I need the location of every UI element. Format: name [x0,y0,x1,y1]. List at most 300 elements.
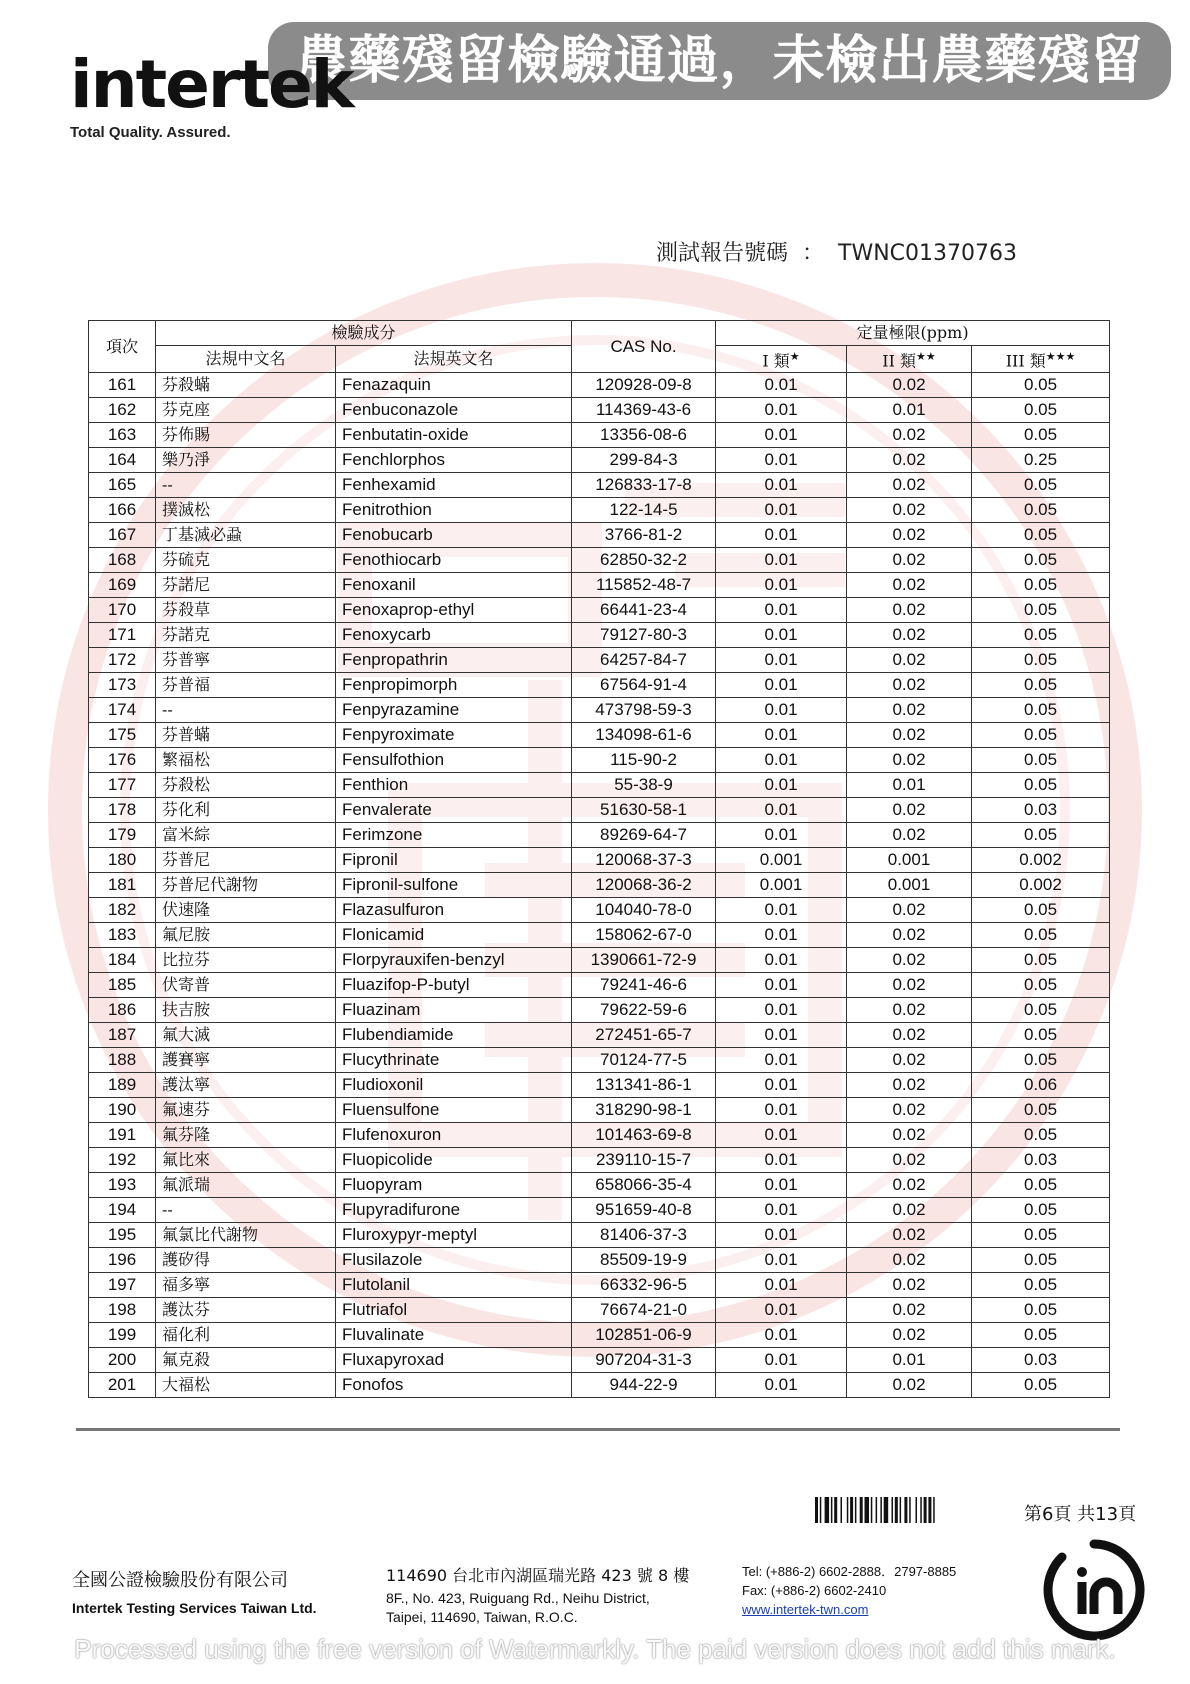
table-row [89,823,1110,848]
name-en: Fluopicolide [336,1148,572,1173]
item-number: 189 [89,1073,156,1098]
table-row [89,848,1110,873]
company-name-zh: 全國公證檢驗股份有限公司 [72,1570,288,1591]
name-en: Fenchlorphos [336,448,572,473]
name-zh: 扶吉胺 [156,998,336,1023]
table-row [89,1198,1110,1223]
name-zh: 富米綜 [156,823,336,848]
item-number: 192 [89,1148,156,1173]
name-zh: 芬克座 [156,398,336,423]
name-zh: 樂乃淨 [156,448,336,473]
limit-class-3: 0.05 [972,623,1110,648]
limit-class-2: 0.001 [847,848,972,873]
cas-number: 3766-81-2 [572,523,716,548]
name-en: Fluxapyroxad [336,1348,572,1373]
name-zh: 氟尼胺 [156,923,336,948]
limit-class-3: 0.05 [972,1198,1110,1223]
name-en: Fluroxypyr-meptyl [336,1223,572,1248]
cas-number: 66441-23-4 [572,598,716,623]
limit-class-1: 0.01 [716,1323,847,1348]
table-row [89,898,1110,923]
residue-table [88,320,1110,1398]
header-class-1-mark: ★ [789,350,800,363]
name-zh: 芬普福 [156,673,336,698]
limit-class-3: 0.05 [972,923,1110,948]
table-row [89,573,1110,598]
table-row [89,1373,1110,1398]
item-number: 161 [89,373,156,398]
name-zh: 芬普蟎 [156,723,336,748]
limit-class-3: 0.05 [972,1298,1110,1323]
name-zh: 繁福松 [156,748,336,773]
cas-number: 114369-43-6 [572,398,716,423]
limit-class-3: 0.05 [972,573,1110,598]
name-en: Flucythrinate [336,1048,572,1073]
report-number [656,236,1017,267]
item-number: 168 [89,548,156,573]
limit-class-3: 0.03 [972,1348,1110,1373]
name-zh: 氟大滅 [156,1023,336,1048]
name-en: Fenhexamid [336,473,572,498]
limit-class-3: 0.05 [972,698,1110,723]
limit-class-2: 0.02 [847,1373,972,1398]
limit-class-1: 0.01 [716,623,847,648]
header-class-3 [972,346,1110,373]
limit-class-2: 0.02 [847,573,972,598]
item-number: 193 [89,1173,156,1198]
item-number: 182 [89,898,156,923]
header-class-1 [716,346,847,373]
item-number: 191 [89,1123,156,1148]
limit-class-1: 0.01 [716,423,847,448]
limit-class-2: 0.02 [847,698,972,723]
table-row [89,1173,1110,1198]
name-en: Fluazifop-P-butyl [336,973,572,998]
limit-class-2: 0.02 [847,1273,972,1298]
limit-class-3: 0.05 [972,823,1110,848]
cas-number: 131341-86-1 [572,1073,716,1098]
table-row [89,923,1110,948]
cas-number: 79241-46-6 [572,973,716,998]
limit-class-2: 0.02 [847,623,972,648]
limit-class-2: 0.02 [847,898,972,923]
limit-class-1: 0.01 [716,1273,847,1298]
table-row [89,1098,1110,1123]
limit-class-3: 0.05 [972,1048,1110,1073]
item-number: 180 [89,848,156,873]
limit-class-1: 0.01 [716,373,847,398]
footer-divider [76,1428,1120,1431]
limit-class-2: 0.02 [847,748,972,773]
limit-class-3: 0.05 [972,1223,1110,1248]
limit-class-2: 0.02 [847,798,972,823]
limit-class-2: 0.02 [847,973,972,998]
cas-number: 1390661-72-9 [572,948,716,973]
header-class-3-mark: ★★★ [1045,350,1076,363]
cas-number: 134098-61-6 [572,723,716,748]
item-number: 163 [89,423,156,448]
table-row [89,1248,1110,1273]
limit-class-1: 0.001 [716,873,847,898]
limit-class-3: 0.05 [972,1323,1110,1348]
limit-class-1: 0.01 [716,698,847,723]
intertek-logo [70,46,353,141]
cas-number: 79127-80-3 [572,623,716,648]
name-zh: 護汰芬 [156,1298,336,1323]
limit-class-3: 0.05 [972,473,1110,498]
name-en: Flutolanil [336,1273,572,1298]
limit-class-2: 0.02 [847,1148,972,1173]
cas-number: 101463-69-8 [572,1123,716,1148]
limit-class-3: 0.05 [972,373,1110,398]
limit-class-1: 0.01 [716,473,847,498]
item-number: 169 [89,573,156,598]
limit-class-2: 0.02 [847,1073,972,1098]
limit-class-1: 0.001 [716,848,847,873]
cas-number: 13356-08-6 [572,423,716,448]
item-number: 184 [89,948,156,973]
item-number: 165 [89,473,156,498]
limit-class-3: 0.05 [972,598,1110,623]
logo-wordmark: intertek [70,46,353,123]
name-en: Flubendiamide [336,1023,572,1048]
limit-class-3: 0.05 [972,973,1110,998]
item-number: 176 [89,748,156,773]
name-zh: 福多寧 [156,1273,336,1298]
table-row [89,473,1110,498]
limit-class-3: 0.05 [972,948,1110,973]
limit-class-1: 0.01 [716,898,847,923]
limit-class-1: 0.01 [716,1298,847,1323]
item-number: 195 [89,1223,156,1248]
header-component: 檢驗成分 [156,321,572,346]
table-row [89,398,1110,423]
limit-class-2: 0.02 [847,1123,972,1148]
table-row [89,648,1110,673]
name-zh: 福化利 [156,1323,336,1348]
limit-class-2: 0.01 [847,773,972,798]
limit-class-2: 0.02 [847,423,972,448]
table-row [89,1073,1110,1098]
name-en: Fipronil [336,848,572,873]
website-link[interactable]: www.intertek-twn.com [742,1602,869,1617]
limit-class-2: 0.02 [847,1323,972,1348]
limit-class-3: 0.05 [972,723,1110,748]
header-class-2 [847,346,972,373]
table-row [89,598,1110,623]
table-row [89,773,1110,798]
table-row [89,548,1110,573]
report-number-separator: ： [802,241,825,266]
address-en-line-1: 8F., No. 423, Ruiguang Rd., Neihu District, [386,1590,650,1606]
limit-class-1: 0.01 [716,573,847,598]
limit-class-1: 0.01 [716,1198,847,1223]
name-en: Fenbutatin-oxide [336,423,572,448]
limit-class-3: 0.05 [972,423,1110,448]
item-number: 178 [89,798,156,823]
cas-number: 81406-37-3 [572,1223,716,1248]
table-row [89,748,1110,773]
name-zh: 護汰寧 [156,1073,336,1098]
limit-class-3: 0.05 [972,1273,1110,1298]
item-number: 187 [89,1023,156,1048]
cas-number: 318290-98-1 [572,1098,716,1123]
limit-class-3: 0.05 [972,1023,1110,1048]
name-en: Flupyradifurone [336,1198,572,1223]
limit-class-3: 0.05 [972,748,1110,773]
table-row [89,798,1110,823]
cas-number: 658066-35-4 [572,1173,716,1198]
table-row [89,448,1110,473]
footer-company [72,1566,317,1616]
footer-contact [742,1562,956,1619]
name-zh: 氟芬隆 [156,1123,336,1148]
item-number: 164 [89,448,156,473]
limit-class-1: 0.01 [716,748,847,773]
header-en-name: 法規英文名 [336,346,572,373]
limit-class-3: 0.05 [972,1373,1110,1398]
limit-class-3: 0.05 [972,523,1110,548]
cas-number: 62850-32-2 [572,548,716,573]
report-number-value: TWNC01370763 [838,241,1018,266]
cas-number: 299-84-3 [572,448,716,473]
limit-class-1: 0.01 [716,1223,847,1248]
limit-class-1: 0.01 [716,523,847,548]
name-en: Fenoxycarb [336,623,572,648]
limit-class-1: 0.01 [716,548,847,573]
cas-number: 473798-59-3 [572,698,716,723]
name-zh: -- [156,473,336,498]
name-zh: 芬佈賜 [156,423,336,448]
cas-number: 67564-91-4 [572,673,716,698]
item-number: 183 [89,923,156,948]
header-class-1-label: I 類 [762,351,790,371]
name-en: Fenthion [336,773,572,798]
limit-class-1: 0.01 [716,1098,847,1123]
limit-class-2: 0.02 [847,1098,972,1123]
limit-class-1: 0.01 [716,1048,847,1073]
cas-number: 89269-64-7 [572,823,716,848]
header-item: 項次 [89,321,156,373]
limit-class-2: 0.02 [847,598,972,623]
limit-class-3: 0.05 [972,998,1110,1023]
limit-class-3: 0.05 [972,648,1110,673]
name-zh: -- [156,1198,336,1223]
limit-class-1: 0.01 [716,948,847,973]
contact-tel: Tel: (+886-2) 6602-2888．2797-8885 [742,1564,957,1579]
table-row [89,873,1110,898]
cas-number: 51630-58-1 [572,798,716,823]
item-number: 199 [89,1323,156,1348]
item-number: 177 [89,773,156,798]
limit-class-3: 0.05 [972,898,1110,923]
cas-number: 102851-06-9 [572,1323,716,1348]
limit-class-1: 0.01 [716,973,847,998]
table-row [89,948,1110,973]
limit-class-1: 0.01 [716,1173,847,1198]
cas-number: 239110-15-7 [572,1148,716,1173]
table-row [89,723,1110,748]
name-en: Ferimzone [336,823,572,848]
item-number: 171 [89,623,156,648]
name-zh: 氟速芬 [156,1098,336,1123]
name-zh: 芬殺草 [156,598,336,623]
limit-class-2: 0.02 [847,723,972,748]
limit-class-3: 0.05 [972,1123,1110,1148]
limit-class-2: 0.02 [847,448,972,473]
limit-class-1: 0.01 [716,1248,847,1273]
item-number: 190 [89,1098,156,1123]
limit-class-2: 0.01 [847,1348,972,1373]
header-class-3-label: III 類 [1005,351,1046,371]
item-number: 175 [89,723,156,748]
item-number: 185 [89,973,156,998]
watermark-notice: Processed using the free version of Watermarkly. The paid version does not add this mark. [74,1634,1116,1664]
company-name-en: Intertek Testing Services Taiwan Ltd. [72,1600,317,1616]
name-zh: 比拉芬 [156,948,336,973]
name-en: Fenvalerate [336,798,572,823]
item-number: 201 [89,1373,156,1398]
name-zh: 芬普尼代謝物 [156,873,336,898]
result-banner: 農藥殘留檢驗通過，未檢出農藥殘留 [268,22,1171,100]
table-row [89,1223,1110,1248]
cas-number: 104040-78-0 [572,898,716,923]
name-en: Fenpropathrin [336,648,572,673]
cas-number: 76674-21-0 [572,1298,716,1323]
name-zh: 氟比來 [156,1148,336,1173]
cas-number: 120928-09-8 [572,373,716,398]
name-zh: 氟克殺 [156,1348,336,1373]
limit-class-1: 0.01 [716,448,847,473]
name-en: Fenpropimorph [336,673,572,698]
address-en-line-2: Taipei, 114690, Taiwan, R.O.C. [386,1609,578,1625]
limit-class-1: 0.01 [716,723,847,748]
name-zh: 大福松 [156,1373,336,1398]
limit-class-2: 0.02 [847,373,972,398]
limit-class-1: 0.01 [716,398,847,423]
limit-class-1: 0.01 [716,798,847,823]
limit-class-2: 0.02 [847,1048,972,1073]
limit-class-3: 0.05 [972,673,1110,698]
page-indicator: 第6頁 共13頁 [1024,1504,1137,1525]
table-row [89,673,1110,698]
limit-class-2: 0.02 [847,1223,972,1248]
name-en: Fluensulfone [336,1098,572,1123]
limit-class-2: 0.02 [847,673,972,698]
table-row [89,523,1110,548]
name-zh: 芬普寧 [156,648,336,673]
name-zh: 氟派瑞 [156,1173,336,1198]
item-number: 167 [89,523,156,548]
cas-number: 122-14-5 [572,498,716,523]
header-zh-name: 法規中文名 [156,346,336,373]
limit-class-1: 0.01 [716,823,847,848]
limit-class-2: 0.02 [847,473,972,498]
limit-class-3: 0.03 [972,798,1110,823]
limit-class-2: 0.02 [847,1023,972,1048]
table-row [89,373,1110,398]
name-en: Flazasulfuron [336,898,572,923]
limit-class-2: 0.02 [847,1198,972,1223]
table-row [89,1323,1110,1348]
name-zh: 氟氯比代謝物 [156,1223,336,1248]
cas-number: 79622-59-6 [572,998,716,1023]
limit-class-3: 0.05 [972,398,1110,423]
limit-class-1: 0.01 [716,923,847,948]
cas-number: 66332-96-5 [572,1273,716,1298]
limit-class-3: 0.25 [972,448,1110,473]
intertek-circle-logo-icon [1042,1538,1146,1642]
name-zh: 護矽得 [156,1248,336,1273]
cas-number: 120068-37-3 [572,848,716,873]
item-number: 181 [89,873,156,898]
name-zh: 丁基滅必蝨 [156,523,336,548]
limit-class-3: 0.05 [972,1248,1110,1273]
name-en: Fenitrothion [336,498,572,523]
limit-class-2: 0.02 [847,1248,972,1273]
name-zh: 伏寄普 [156,973,336,998]
contact-fax: Fax: (+886-2) 6602-2410 [742,1583,887,1598]
item-number: 194 [89,1198,156,1223]
name-en: Fenpyroximate [336,723,572,748]
limit-class-2: 0.01 [847,398,972,423]
limit-class-1: 0.01 [716,1023,847,1048]
table-row [89,623,1110,648]
item-number: 166 [89,498,156,523]
table-row [89,1048,1110,1073]
cas-number: 272451-65-7 [572,1023,716,1048]
item-number: 173 [89,673,156,698]
limit-class-2: 0.02 [847,823,972,848]
item-number: 200 [89,1348,156,1373]
limit-class-2: 0.02 [847,1298,972,1323]
limit-class-3: 0.05 [972,548,1110,573]
limit-class-2: 0.02 [847,498,972,523]
limit-class-2: 0.02 [847,948,972,973]
name-en: Fluazinam [336,998,572,1023]
limit-class-1: 0.01 [716,1123,847,1148]
item-number: 197 [89,1273,156,1298]
cas-number: 158062-67-0 [572,923,716,948]
cas-number: 115852-48-7 [572,573,716,598]
name-en: Fenoxanil [336,573,572,598]
limit-class-1: 0.01 [716,773,847,798]
header-class-2-label: II 類 [882,351,917,371]
header-class-2-mark: ★★ [916,350,936,363]
limit-class-1: 0.01 [716,1148,847,1173]
table-row [89,498,1110,523]
name-en: Fonofos [336,1373,572,1398]
limit-class-2: 0.02 [847,523,972,548]
address-zh: 114690 台北市內湖區瑞光路 423 號 8 樓 [386,1566,690,1585]
table-row [89,1123,1110,1148]
footer-address [386,1566,689,1627]
name-zh: 芬普尼 [156,848,336,873]
name-zh: 撲滅松 [156,498,336,523]
cas-number: 70124-77-5 [572,1048,716,1073]
limit-class-3: 0.05 [972,1173,1110,1198]
limit-class-1: 0.01 [716,498,847,523]
name-en: Flonicamid [336,923,572,948]
item-number: 186 [89,998,156,1023]
item-number: 198 [89,1298,156,1323]
item-number: 162 [89,398,156,423]
table-row [89,1148,1110,1173]
name-en: Fipronil-sulfone [336,873,572,898]
table-row [89,698,1110,723]
table-row [89,1298,1110,1323]
item-number: 170 [89,598,156,623]
